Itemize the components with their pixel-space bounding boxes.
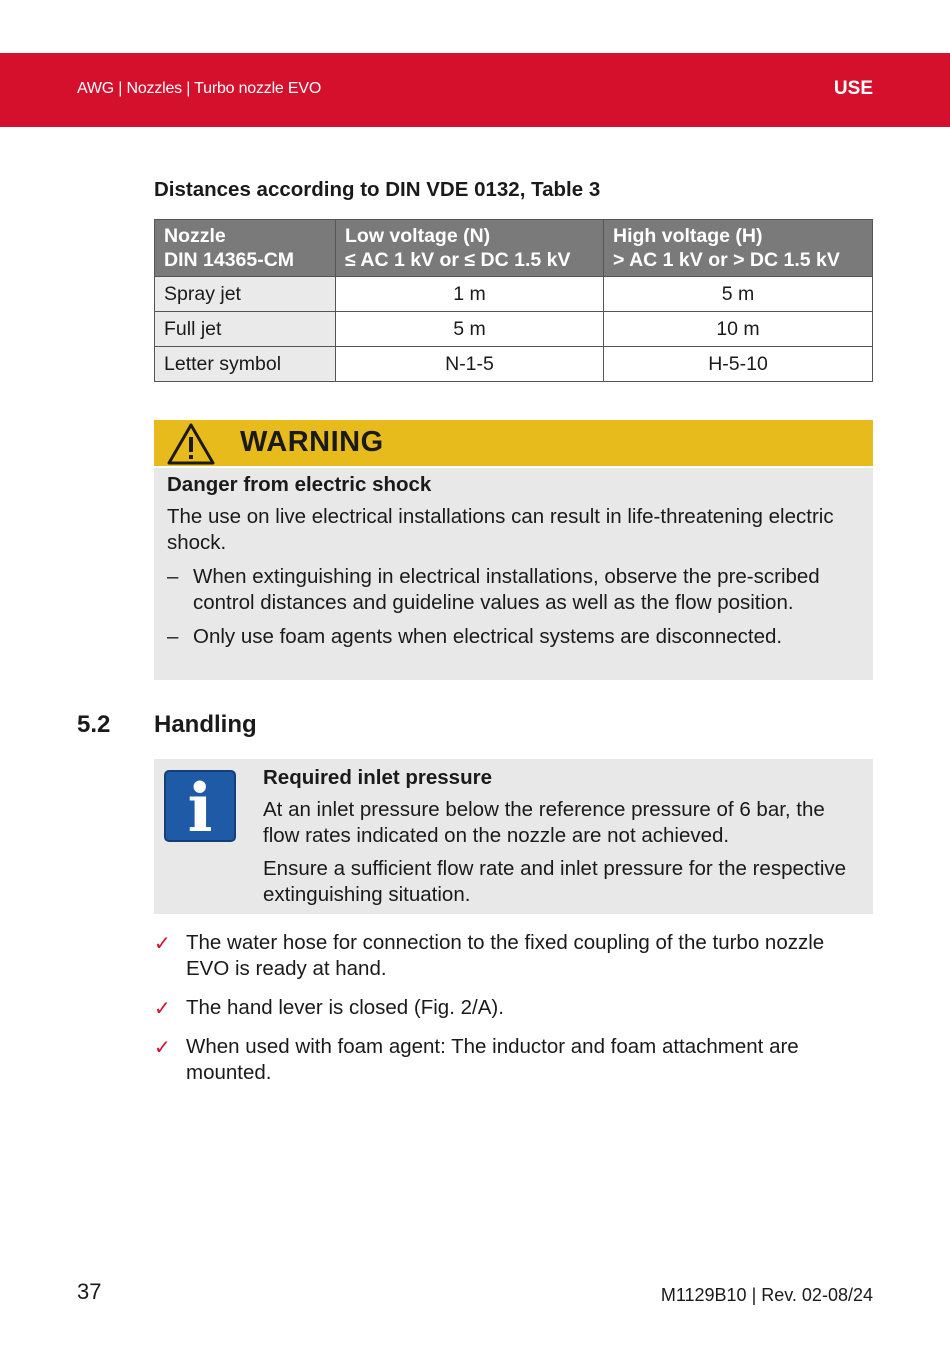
info-paragraph: At an inlet pressure below the reference pressure of 6 bar, the flow rates indicated on the nozzle are not achieved.: [263, 798, 825, 847]
warning-title: WARNING: [240, 426, 384, 458]
dash-bullet: –: [167, 625, 179, 648]
low-voltage-value: 1 m: [336, 277, 604, 312]
dash-bullet: –: [167, 565, 179, 588]
table-row: [155, 347, 873, 382]
high-voltage-value: 10 m: [604, 312, 873, 347]
low-voltage-value: N-1-5: [336, 347, 604, 382]
table-title: Distances according to DIN VDE 0132, Table 3: [154, 178, 601, 201]
checkmark-icon: ✓: [154, 1035, 171, 1059]
column-header-line: DIN 14365-CM: [164, 249, 295, 271]
column-header-line: High voltage (H): [613, 225, 763, 247]
row-label: Spray jet: [155, 277, 336, 312]
warning-bar: [154, 420, 873, 468]
column-header-line: ≤ AC 1 kV or ≤ DC 1.5 kV: [345, 249, 571, 271]
section-label: USE: [833, 78, 873, 99]
low-voltage-value: 5 m: [336, 312, 604, 347]
list-item-text: Only use foam agents when electrical systems are disconnected.: [193, 625, 783, 648]
list-item: [154, 1034, 873, 1086]
column-header-nozzle: [155, 220, 336, 277]
warning-body: [167, 472, 862, 658]
list-item: [154, 995, 873, 1021]
breadcrumb: AWG | Nozzles | Turbo nozzle EVO: [77, 80, 322, 97]
list-item: [167, 624, 862, 650]
column-header-high-voltage: [604, 220, 873, 277]
column-header-line: Nozzle: [164, 225, 226, 247]
distance-table: [154, 219, 873, 382]
high-voltage-value: H-5-10: [604, 347, 873, 382]
list-item-text: When used with foam agent: The inductor and foam attachment are mounted.: [186, 1035, 799, 1084]
column-header-line: Low voltage (N): [345, 225, 491, 247]
info-title: Required inlet pressure: [263, 766, 492, 789]
page-header: [0, 53, 950, 127]
info-body: [263, 765, 863, 915]
warning-box: [154, 420, 873, 680]
checkmark-icon: ✓: [154, 996, 171, 1020]
table-header-row: [155, 220, 873, 277]
section-title: Handling: [154, 711, 257, 738]
list-item: [154, 930, 873, 982]
warning-text: The use on live electrical installations can result in life-threatening electric shock.: [167, 505, 834, 554]
page-number: 37: [77, 1279, 102, 1304]
column-header-line: > AC 1 kV or > DC 1.5 kV: [613, 249, 840, 271]
row-label: Full jet: [155, 312, 336, 347]
list-item-text: The water hose for connection to the fixed coupling of the turbo nozzle EVO is ready at hand.: [186, 931, 825, 980]
high-voltage-value: 5 m: [604, 277, 873, 312]
warning-subtitle: Danger from electric shock: [167, 473, 432, 496]
row-label: Letter symbol: [155, 347, 336, 382]
list-item-text: The hand lever is closed (Fig. 2/A).: [186, 996, 504, 1019]
info-icon: i: [164, 770, 236, 842]
warning-list: [167, 564, 862, 650]
info-box: [154, 759, 873, 914]
column-header-low-voltage: [336, 220, 604, 277]
info-paragraph: Ensure a sufficient flow rate and inlet pressure for the respective extinguishing situation.: [263, 857, 847, 906]
checkmark-icon: ✓: [154, 931, 171, 955]
list-item: [167, 564, 862, 616]
document-reference: M1129B10 | Rev. 02-08/24: [660, 1285, 873, 1305]
table-row: [155, 312, 873, 347]
section-number: 5.2: [77, 711, 111, 738]
list-item-text: When extinguishing in electrical installations, observe the pre-scribed control distances and guideline values as well as the flow position.: [193, 565, 820, 614]
prerequisite-list: [154, 930, 873, 1099]
warning-triangle-icon: [166, 422, 216, 466]
table-row: [155, 277, 873, 312]
